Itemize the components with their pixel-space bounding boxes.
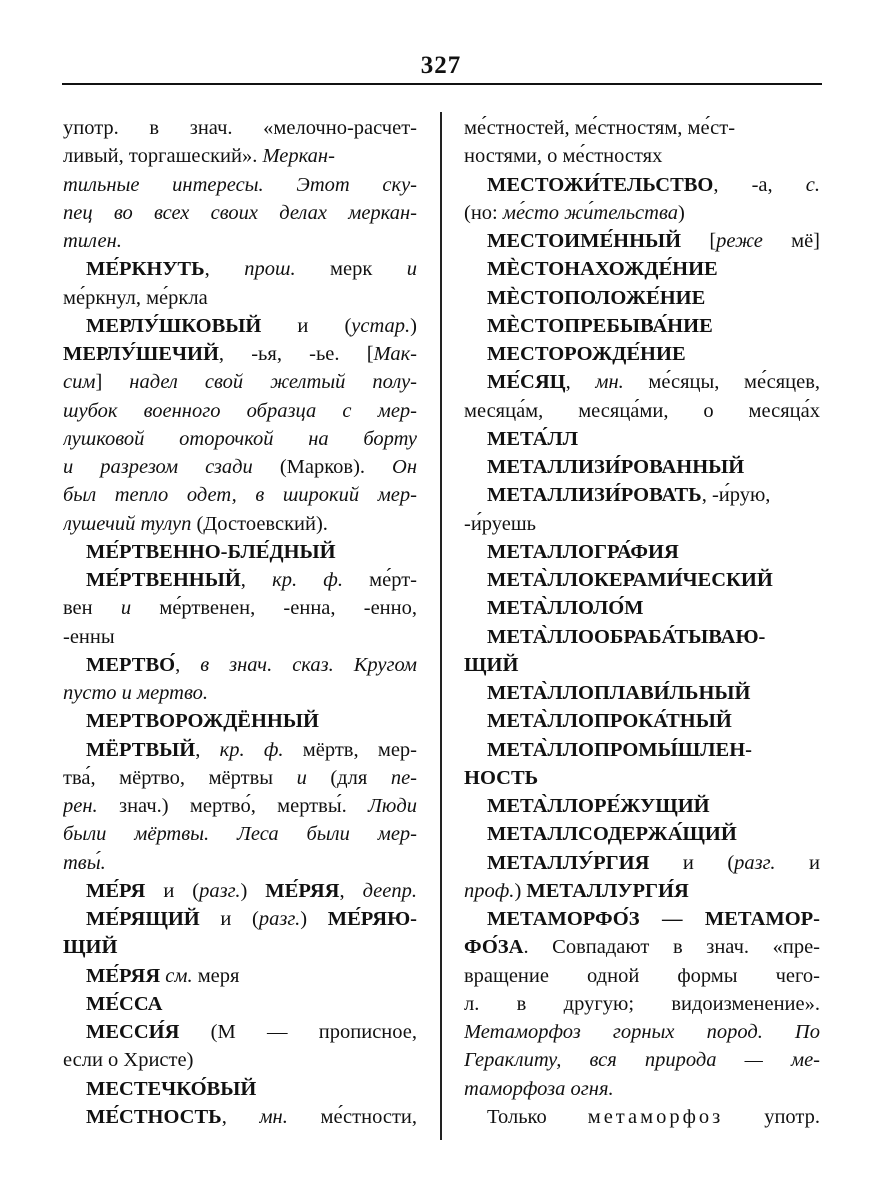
italic-text: ме́сто жи́тельства [502,201,678,224]
text-line [464,142,820,170]
body-text: ливый, торгашеский». [63,145,263,168]
headword: МЕТАЛЛОГРА́ФИЯ [487,540,679,563]
italic-text: разг. [734,851,776,874]
headword: МЕССИ́Я [86,1021,180,1043]
text-line [63,877,417,905]
text-line [63,368,417,396]
italic-text: деепр. [362,879,417,902]
italic-text: прош. [244,258,296,281]
body-text: ме́ркнул, ме́ркла [63,286,208,309]
body-text: вращение одной формы чего- [464,964,820,987]
body-text: , -и́рую, [701,484,771,507]
headword: МЕТАЛЛУ́РГИЯ [487,851,650,874]
text-line [63,905,417,933]
right-column [464,114,820,1131]
text-line [63,481,417,509]
italic-text: разг. [258,908,301,930]
body-text: [ [681,230,717,252]
text-line [63,933,417,961]
body-text: , [195,738,220,761]
text-line [63,792,417,820]
italic-text: лушечий тулуп [63,512,192,535]
body-text: мё] [762,230,820,252]
italic-text: Мак- [373,343,417,365]
left-column [63,114,417,1131]
text-line [63,1018,417,1046]
headword: ЩИЙ [464,653,519,676]
body-text: л. в другую; видоизменение». [464,992,820,1015]
headword: МЕТАЛЛСОДЕРЖА́ЩИЙ [487,823,737,846]
text-line [464,481,820,509]
body-text: мёртв, мер- [283,738,417,761]
headword: ЩИЙ [63,936,118,959]
headword: МЕ́РЯЩИЙ [86,908,200,930]
italic-text: Люди [368,795,417,817]
text-line [464,707,820,735]
text-line [464,510,820,538]
italic-text: был тепло одет, в широкий мер- [63,484,417,507]
italic-text: пец во всех своих делах меркан- [63,201,417,224]
headword: МЕ́РЯЯ [86,964,161,987]
body-text: ме́рт- [342,569,417,591]
text-line [63,114,417,142]
body-text: , [565,371,596,394]
headword: МЕРЛУ́ШЕЧИЙ [63,343,219,365]
text-line [63,510,417,538]
headword: МЕТАЛЛУРГИ́Я [526,879,689,902]
body-text: ме́стности, [287,1105,417,1128]
body-text: и ( [649,851,735,874]
headword: МЀСТОНАХОЖДЕ́НИЕ [487,258,718,281]
headword: МЕРЛУ́ШКОВЫЙ [86,314,262,337]
body-text: употр. в знач. «мелочно-расчет- [63,117,417,139]
text-line [63,736,417,764]
text-line [464,284,820,312]
text-line [464,368,820,396]
body-text: употр. [723,1105,820,1128]
body-text: ) [410,314,417,337]
body-text: , [339,879,363,902]
headword: МЀСТОПРЕБЫВА́НИЕ [487,314,713,337]
headword: МЕТА̀ЛЛОПЛАВИ́ЛЬНЫЙ [487,682,751,704]
italic-text: пе- [390,766,417,789]
body-text: , [175,653,201,676]
text-line [63,1075,417,1103]
body-text: , -а, [713,173,806,196]
italic-text: Он [392,456,417,478]
text-line [464,1046,820,1074]
text-line [464,566,820,594]
headword: МЕСТОРОЖДЕ́НИЕ [487,343,686,365]
italic-text: сим [63,371,96,394]
text-line [63,679,417,707]
text-line [63,849,417,877]
text-line [63,538,417,566]
italic-text: были мёртвы. Леса были мер- [63,823,417,846]
italic-text: разг. [199,879,241,902]
headword: МЕТАЛЛИЗИ́РОВАТЬ [487,484,702,507]
headword: МЕТА̀ЛЛООБРАБА́ТЫВАЮ- [487,625,766,648]
italic-text: пусто и мертво. [63,682,208,704]
text-line [464,905,820,933]
text-line [63,764,417,792]
headword: МЕ́РЯЮ- [327,908,417,930]
text-line [464,312,820,340]
text-line [464,933,820,961]
body-text: тва́, мёртво, мёртвы [63,766,297,789]
text-line [464,820,820,848]
text-line [63,312,417,340]
italic-text: и разрезом сзади [63,456,253,478]
italic-text: и [406,258,417,281]
headword: МЕТАМОРФО́З — МЕТАМОР- [487,908,820,930]
text-line [63,397,417,425]
text-line [464,623,820,651]
headword: МЕТА́ЛЛ [487,427,579,450]
headword: МЁРТВЫЙ [86,738,196,761]
text-line [464,340,820,368]
body-text: , [240,569,273,591]
italic-text: с. [805,173,820,196]
body-text: -енны [63,625,115,648]
text-line [464,114,820,142]
headword: ФО́ЗА [464,936,524,959]
text-line [464,736,820,764]
headword: МЕРТВО́ [86,653,176,676]
italic-text: мн. [259,1105,288,1128]
italic-text: тильные интересы. Этот ску- [63,173,417,196]
body-text: Только [487,1105,588,1128]
headword: МЕТА̀ЛЛОРЕ́ЖУЩИЙ [487,795,710,817]
italic-text: таморфоза огня. [464,1077,614,1100]
italic-text: Метаморфоз горных пород. По [464,1021,820,1043]
body-text: (для [306,766,391,789]
body-text: ме́ртвенен, -енна, -енно, [131,597,417,620]
italic-text: лушковой оторочкой на борту [63,427,417,450]
headword: МЕ́СТНОСТЬ [86,1105,222,1128]
text-line [464,227,820,255]
text-line [63,1103,417,1131]
italic-text: реже [716,230,763,252]
body-text: . Совпадают в знач. «пре- [523,936,820,959]
header-rule [62,83,822,85]
body-text: вен [63,597,121,620]
headword: МЕ́РКНУТЬ [86,258,205,281]
italic-text: шубок военного образца с мер- [63,399,417,422]
text-line [464,199,820,227]
headword: МЕСТОЖИ́ТЕЛЬСТВО [487,173,714,196]
text-line [63,623,417,651]
headword: МЕТА̀ЛЛОПРОМЫ́ШЛЕН- [487,738,752,761]
text-line [63,227,417,255]
text-line [63,962,417,990]
text-line [464,679,820,707]
headword: МЕ́СЯЦ [487,371,566,394]
spaced-text: метаморфоз [587,1105,724,1128]
body-text: ме́стностей, ме́стностям, ме́ст- [464,117,736,139]
text-line [63,594,417,622]
body-text: мерк [295,258,407,281]
headword: МЕСТЕЧКО́ВЫЙ [86,1077,257,1100]
text-line [63,1046,417,1074]
text-line [63,255,417,283]
body-text: меря [192,964,240,987]
text-line [63,199,417,227]
body-text: (Достоевский). [191,512,328,535]
text-line [63,142,417,170]
headword: НОСТЬ [464,766,539,789]
body-text: ] [95,371,130,394]
body-text: ) [677,201,685,224]
body-text: (Марков). [252,456,393,478]
body-text: (М — прописное, [179,1021,417,1043]
text-line [464,397,820,425]
body-text: (но: [464,201,503,224]
body-text: , -ья, -ье. [ [218,343,374,365]
italic-text: рен. [63,795,98,817]
page-number: 327 [420,52,462,79]
body-text: и ( [199,908,259,930]
body-text: -и́руешь [464,512,536,535]
headword: МЕТА̀ЛЛОПРОКА́ТНЫЙ [487,710,732,733]
body-text: и ( [145,879,200,902]
body-text: ) [300,908,328,930]
headword: МЕТА̀ЛЛОЛО́М [487,597,644,620]
headword: МЀСТОПОЛОЖЕ́НИЕ [487,286,706,309]
text-line [464,962,820,990]
text-line [464,1075,820,1103]
text-line [63,425,417,453]
body-text: ме́сяцы, ме́сяцев, [623,371,820,394]
text-line [464,1103,820,1131]
headword: МЕ́РЯ [86,879,146,902]
italic-text: твы́. [63,851,106,874]
headword: МЕ́РТВЕННО-БЛЕ́ДНЫЙ [86,540,336,563]
text-line [63,340,417,368]
headword: МЕСТОИМЕ́ННЫЙ [487,230,682,252]
italic-text: надел свой желтый полу- [129,371,417,394]
text-line [464,849,820,877]
headword: МЕРТВОРОЖДЁННЫЙ [86,710,319,733]
text-line [464,764,820,792]
headword: МЕ́РТВЕННЫЙ [86,569,241,591]
italic-text: в знач. сказ. Кругом [200,653,417,676]
italic-text: и [296,766,307,789]
italic-text: Гераклиту, вся природа — ме- [464,1049,820,1072]
text-line [63,171,417,199]
body-text: знач.) мертво́, мертвы́. [97,795,369,817]
body-text: месяца́м, месяца́ми, о месяца́х [464,399,820,422]
text-line [464,594,820,622]
body-text: ) [240,879,266,902]
italic-text: Меркан- [262,145,335,168]
text-line [464,990,820,1018]
text-line [464,1018,820,1046]
italic-text: и [120,597,132,620]
headword: МЕ́РЯЯ [265,879,340,902]
body-text: если о Христе) [63,1049,194,1072]
text-line [464,651,820,679]
body-text: и [775,851,820,874]
body-text: , [204,258,245,281]
text-line [464,453,820,481]
text-line [464,538,820,566]
text-line [63,566,417,594]
text-line [63,990,417,1018]
headword: МЕ́ССА [86,992,163,1015]
italic-text: проф. [464,879,515,902]
body-text: ) [514,879,527,902]
italic-text: устар. [351,314,411,337]
text-line [63,707,417,735]
text-line [63,820,417,848]
headword: МЕТА̀ЛЛОКЕРАМИ́ЧЕСКИЙ [487,569,773,591]
italic-text: см. [165,964,193,987]
italic-text: тилен. [63,230,122,252]
text-line [464,255,820,283]
italic-text: кр. ф. [219,738,284,761]
text-line [464,171,820,199]
italic-text: кр. ф. [272,569,343,591]
text-line [464,877,820,905]
italic-text: мн. [595,371,624,394]
text-line [464,425,820,453]
body-text: и ( [261,314,352,337]
body-text: , [221,1105,260,1128]
text-line [63,651,417,679]
text-line [63,453,417,481]
text-line [63,284,417,312]
text-line [464,792,820,820]
headword: МЕТАЛЛИЗИ́РОВАННЫЙ [487,456,745,478]
column-divider [440,112,442,1140]
body-text: ностями, о ме́стностях [464,145,663,168]
